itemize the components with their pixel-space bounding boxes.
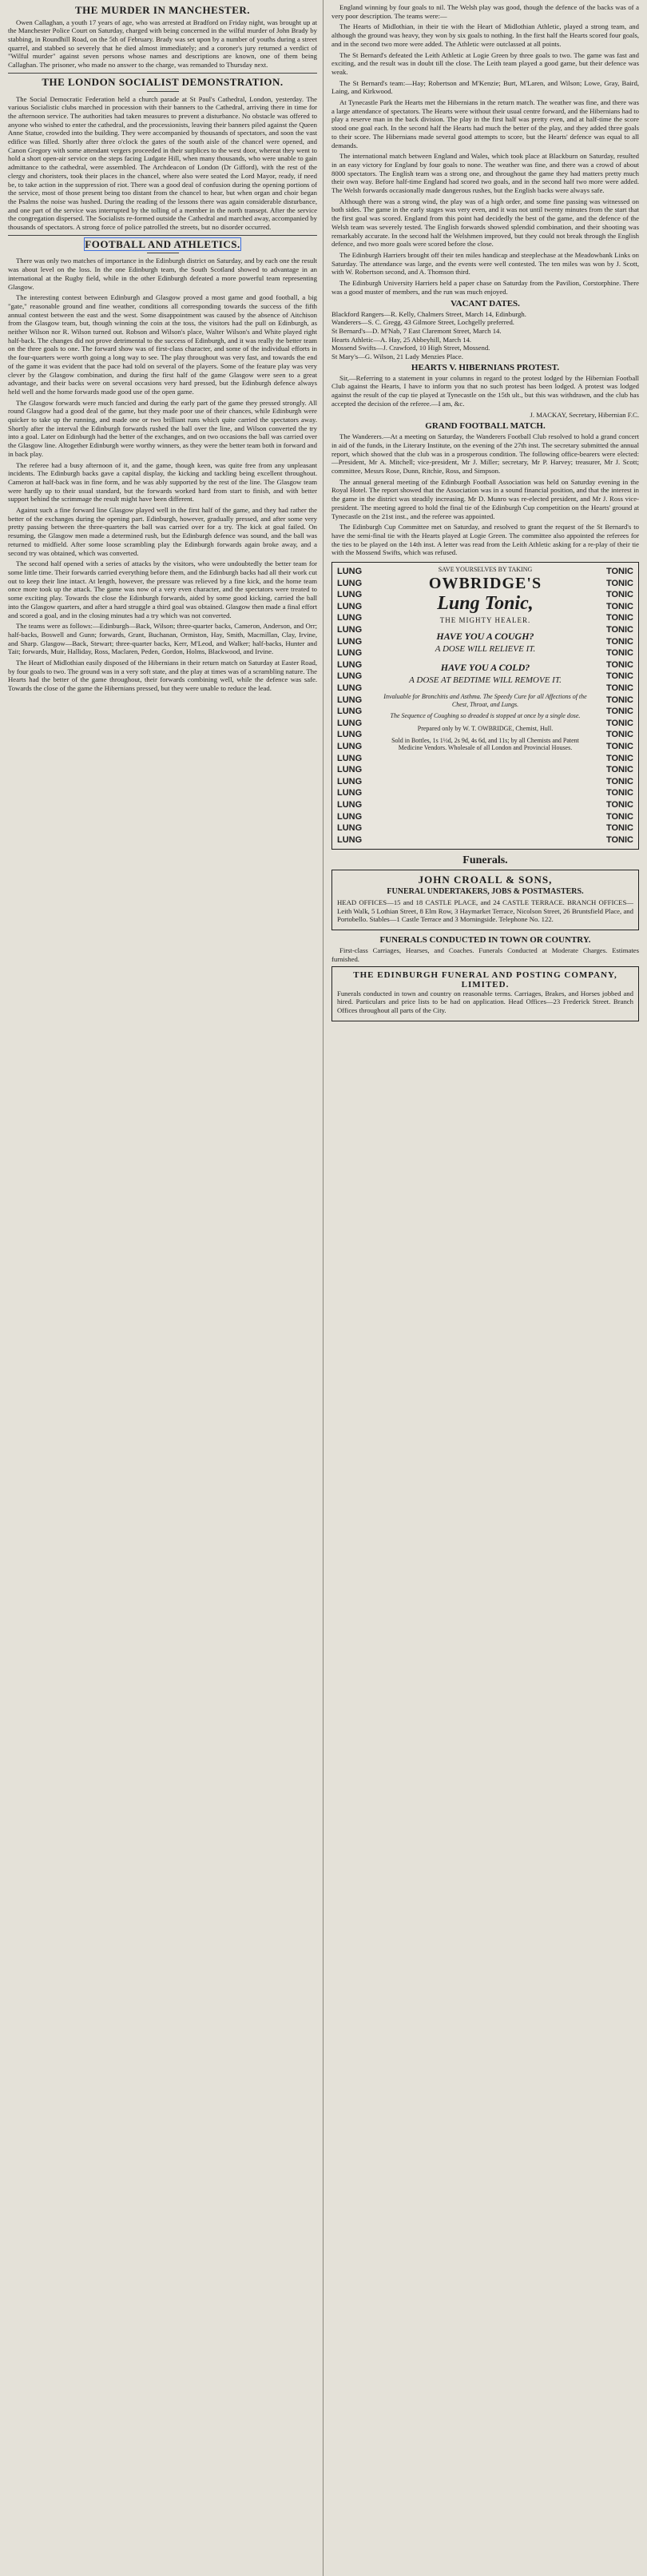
firm-details: HEAD OFFICES—15 and 18 CASTLE PLACE, and 24 CASTLE TERRACE. BRANCH OFFICES—Leith Walk, 5 Lothian Street, 8 Elm Row, 3 Haymarket Terrace, Nicolson Street, 26 Bruntsfield Place, and Portobello. Stables—1 Castle Terrace and 3 Morningside. Telephone No. 122. — [337, 898, 633, 924]
ad-side-word: LUNG — [337, 834, 363, 845]
list-item: Wanderers—S. C. Gregg, 43 Gilmore Street, Lochgelly preferred. — [331, 318, 514, 327]
article-headline: THE LONDON SOCIALIST DEMONSTRATION. — [42, 75, 284, 88]
firm-name: JOHN CROALL & SONS, — [418, 874, 553, 886]
ad-side-word: LUNG — [337, 601, 363, 611]
ad-side-word: TONIC — [605, 799, 633, 810]
ad-side-word: TONIC — [605, 765, 633, 775]
article-paragraph: The Heart of Midlothian easily disposed of the Hibernians in their return match on Saturday at Easter Road, by four goals to two. The ground was in a very soft state, and the play at times was of a scrambling nature. The Hearts had the better of the game throughout, their forwards combining well, while the defence was safe. Towards the close of the game the Hibernians pressed, but they were unable to reduce the lead. — [8, 659, 317, 693]
advertisement-lung-tonic — [331, 562, 639, 850]
article-paragraph: The annual general meeting of the Edinburgh Football Association was held on Saturday evening in the Royal Hotel. The report showed that the Association was in a sound financial position, and that the interest in the game in the district was steadily increasing. Mr D. Munro was re-elected president, and Mr J. Ross vice-president. The meeting agreed to hold the final tie of the Edinburgh Cup competition on the Hearts' ground at Tynecastle on the 21st inst., and the referee was appointed. — [331, 477, 639, 520]
article-protest — [331, 363, 639, 420]
article-signature: J. MACKAY, Secretary, Hibernian F.C. — [530, 410, 639, 419]
ad-side-word: LUNG — [337, 567, 363, 577]
article-paragraph: There was only two matches of importance in the Edinburgh district on Saturday, and by each one the result was about level on the loss. In the one Edinburgh team, the South Scotland showed to advantage in an international at the Rugby field, while in the other Edinburgh defeated a more powerful team representing Glasgow. — [8, 257, 317, 291]
funerals-section — [331, 854, 639, 1021]
ad-text: Invaluable for Bronchitis and Asthma. The Speedy Cure for all Affections of the Chest, Throat, and Lungs. — [383, 693, 587, 709]
article-paragraph: The Hearts of Midlothian, in their tie with the Heart of Midlothian Athletic, played a strong team, and although the ground was heavy, they won by six goals to nothing. In the first half the Hearts scored four goals, and in the second two more were added. The Athletic were outclassed at all points. — [331, 22, 639, 48]
ad-sold: Sold in Bottles, 1s 1½d, 2s 9d, 4s 6d, and 11s; by all Chemists and Patent Medicine Vendors. Wholesale of all London and Provincial Houses. — [391, 737, 579, 752]
ad-side-word: LUNG — [337, 683, 363, 694]
article-paragraph: The Edinburgh Cup Committee met on Saturday, and resolved to grant the request of the St Bernard's to have the semi-final tie with the Hearts played at Logie Green. The committee also appointed the referees for the ties to be played on the 14th inst. A letter was read from the Leith Athletic asking for a re-play of their tie with the Mossend Swifts, which was refused. — [331, 523, 639, 557]
ad-side-word: TONIC — [605, 788, 633, 798]
section-headline: HEARTS V. HIBERNIANS PROTEST. — [411, 362, 560, 372]
article-paragraph: The St Bernard's team:—Hay; Robertson and M'Kenzie; Burt, M'Laren, and Wilson; Lowe, Gray, Baird, Laing, and Kirkwood. — [331, 78, 639, 96]
article-paragraph: The Wanderers.—At a meeting on Saturday, the Wanderers Football Club resolved to hold a grand concert in aid of the funds, in the Literary Institute, on the evening of the 27th inst. The secretary submitted the annual report, which showed that the club was in a prosperous condition. The following office-bearers were elected:—President, Mr A. Mitchell; vice-president, Mr J. Miller; secretary, Mr P. Harvey; treasurer, Mr J. Scott; committee, Messrs Rose, Dunn, Ritchie, Ross, and Simpson. — [331, 432, 639, 476]
article-paragraph: The international match between England and Wales, which took place at Blackburn on Saturday, resulted in an easy victory for England by four goals to none. The weather was fine, and there was a crowd of about 8000 spectators. The English team was a strong one, and throughout the game they had matters pretty much their own way. Before half-time England had scored two goals, and in the second half two more were added. The Welsh forwards occasionally made dangerous rushes, but the English backs were always safe. — [331, 152, 639, 195]
article-paragraph: The Edinburgh University Harriers held a paper chase on Saturday from the Pavilion, Corstorphine. There was a good muster of members, and the run was much enjoyed. — [331, 279, 639, 296]
firm-details: Funerals conducted in town and country on reasonable terms. Carriages, Brakes, and Horses jobbed and hired. Particulars and price lists to be had on application. Head Offices—23 Frederick Street. Branch Offices throughout all parts of the City. — [337, 989, 633, 1014]
article-concert — [331, 421, 639, 557]
ad-side-word: LUNG — [337, 707, 363, 717]
article-paragraph: First-class Carriages, Hearses, and Coaches. Funerals Conducted at Moderate Charges. Estimates furnished. — [331, 946, 639, 963]
list-item: Hearts Athletic—A. Hay, 25 Abbeyhill, March 14. — [331, 335, 472, 344]
article-paragraph: The interesting contest between Edinburgh and Glasgow proved a most game and good football, a big "gate," reasonable ground and fine weather, conditions all corresponding towards the success of the fifth annual contest between the east and the west. Some disappointment was caused by the absence of Aitchison from the Glasgow team, but, though winning the coin at the toss, the visitors had the pull on Edinburgh, as neither Wilson nor R. Wilson turned out. Robson and Wilson's place, Walter Wilson's and White played right half-back. The changes did not prove detrimental to the success of Edinburgh, and it was really the better team on the three goals to one. The forward show was of first-class character, and some of the individual efforts in the four-quarters were worth going a long way to see. The play throughout was very fast, and towards the end of the game it was evident that the pace had told on several of the players. Some of the feature play was very clever by the Glasgow combination, and during the first half of the game Glasgow were seen to a great advantage, and their backs were on several occasions very hard pressed, but the Edinburgh defence always held well and the home forwards made good use of the open game. — [8, 293, 317, 396]
right-column — [325, 0, 647, 2576]
ad-side-word: TONIC — [605, 567, 633, 577]
ad-side-word: LUNG — [337, 671, 363, 682]
ad-side-word: TONIC — [605, 834, 633, 845]
section-headline: Funerals. — [462, 854, 508, 867]
ad-side-word: TONIC — [605, 659, 633, 670]
article-paragraph: The Edinburgh Harriers brought off their ten miles handicap and steeplechase at the Meadowbank Links on Saturday. The attendance was large, and the events were well contested. The ten miles was won by J. Scott, with W. Robertson second, and A. Thomson third. — [331, 250, 639, 277]
funeral-ad-croall — [331, 870, 639, 930]
article-paragraph: The second half opened with a series of attacks by the visitors, who were undoubtedly the better team for some little time. Their forwards carried everything before them, and the Edinburgh backs had all their work cut out to keep their line intact. At length, however, the pressure was relieved by a fine kick, and the home team once more took up the attack. The game was now of a very even character, and the spectators were treated to some exciting play. Towards the close the Edinburgh forwards, aided by some good kicking, carried the ball into the Glasgow quarters, and after a hard struggle a third goal was obtained. Glasgow then made a final effort and scored a goal, and in the closing minutes had a try which was not converted. — [8, 559, 317, 619]
ad-side-word: LUNG — [337, 799, 363, 810]
article-paragraph: England winning by four goals to nil. The Welsh play was good, though the defence of the backs was of a very poor description. The teams were:— — [331, 3, 639, 20]
ad-side-word: TONIC — [605, 741, 633, 751]
ad-side-word: LUNG — [337, 765, 363, 775]
ad-side-word: LUNG — [337, 659, 363, 670]
ad-side-word: LUNG — [337, 718, 363, 728]
ad-text: The Sequence of Coughing so dreaded is stopped at once by a single dose. — [390, 712, 581, 720]
ad-side-word: TONIC — [605, 590, 633, 600]
firm-role: FUNERAL UNDERTAKERS, JOBS & POSTMASTERS. — [387, 887, 584, 897]
ad-side-word: LUNG — [337, 741, 363, 751]
ad-side-column-left — [337, 566, 362, 846]
ad-side-word: TONIC — [605, 683, 633, 694]
ad-top-text: SAVE YOURSELVES BY TAKING — [438, 566, 533, 574]
ad-side-word: TONIC — [605, 730, 633, 740]
firm-name: THE EDINBURGH FUNERAL AND POSTING COMPANY, LIMITED. — [353, 969, 617, 989]
ad-line: A DOSE AT BEDTIME WILL REMOVE IT. — [409, 675, 562, 686]
article-headline: THE MURDER IN MANCHESTER. — [74, 4, 251, 16]
article-paragraph: Owen Callaghan, a youth 17 years of age, who was arrested at Bradford on Friday night, was brought up at the Manchester Police Court on Saturday, charged with being concerned in the wilful murder of John Brady by stabbing, in Roundhill Road, on the 5th of February. Brady was set upon by a number of youths during a street quarrel, and stabbed so severely that he died almost immediately; and a coroner's jury returned a verdict of "Wilful murder" against seven persons whose names and descriptions are known, one of them being Callaghan. The prisoner, who made no answer to the charge, was remanded to Thursday next. — [8, 18, 317, 70]
article-murder — [8, 5, 317, 70]
ad-line: HAVE YOU A COLD? — [440, 662, 530, 674]
ad-side-word: TONIC — [605, 648, 633, 659]
article-paragraph: The Glasgow forwards were much fancied and during the early part of the game they pressed strongly. All round Glasgow had a good deal of the game, but they made poor use of their chances, while Edinburgh were quicker to take up the running, and made one or two brilliant runs which quite carried the spectators away. Shortly after the interval the Edinburgh forwards rushed the ball over the line, and Wilson converted the try into a goal. Later on Edinburgh had the better of the exchanges, and on two occasions the ball was carried over the Glasgow line. Altogether Edinburgh were worthy winners, as they were the better team both in forward and in back play. — [8, 398, 317, 458]
ad-side-word: LUNG — [337, 590, 363, 600]
article-football-continued — [331, 3, 639, 297]
article-paragraph: At Tynecastle Park the Hearts met the Hibernians in the return match. The weather was fine, and there was a large attendance of spectators. The Hearts were without their usual centre forward, and the Hibernians had to play a reserve man in the back division. The play in the first half was pretty even, and at half-time the score stood one goal each. In the second half the Hearts had much the better of the play, and they added three goals to their score. The Hibernians made several good attempts to score, but the Hearts' defence was equal to all demands. — [331, 98, 639, 149]
column-rule — [323, 0, 324, 2576]
list-item: St Mary's—G. Wilson, 21 Lady Menzies Place. — [331, 352, 463, 361]
ad-side-word: LUNG — [337, 648, 363, 659]
ad-center-panel — [379, 566, 592, 751]
ad-side-word: LUNG — [337, 578, 363, 588]
ad-side-word: LUNG — [337, 613, 363, 623]
ad-side-word: LUNG — [337, 823, 363, 834]
vacant-dates — [331, 299, 639, 361]
ad-side-word: TONIC — [605, 625, 633, 635]
ad-side-word: LUNG — [337, 636, 363, 647]
ad-side-word: TONIC — [605, 811, 633, 822]
ad-tagline: THE MIGHTY HEALER. — [439, 616, 531, 625]
ad-side-word: TONIC — [605, 636, 633, 647]
article-paragraph: The teams were as follows:—Edinburgh—Back, Wilson; three-quarter backs, Cameron, Anderson, and Orr; half-backs, Boswell and Gunn; forwards, Grant, Buchanan, Ormiston, Hay, Smith, Macmillan, Clay, Irvine, and Sharp. Glasgow—Back, Stewart; three-quarter backs, Kerr, M'Leod, and Walker; half-backs, Hunter and Tait; forwards, Muir, Halliday, Ross, Maclaren, Peden, Gordon, Holms, Blackwood, and Irvine. — [8, 622, 317, 656]
ad-side-word: TONIC — [605, 753, 633, 763]
ad-side-word: LUNG — [337, 788, 363, 798]
list-item: Mossend Swifts—J. Crawford, 10 High Street, Mossend. — [331, 344, 490, 352]
article-paragraph: The St Bernard's defeated the Leith Athletic at Logie Green by three goals to two. The game was fast and exciting, and the result was in doubt till the close. The Leith team played a good game, but their defence was weak. — [331, 50, 639, 76]
article-socialist — [8, 77, 317, 232]
article-paragraph: The Social Democratic Federation held a church parade at St Paul's Cathedral, London, yesterday. The various Socialistic clubs marched in procession with their banners to the Cathedral, arriving there in time for the afternoon service. The authorities had taken measures to prevent a disturbance. No obstacle was offered to anyone who wished to enter the cathedral, and the processionists, leaving their banners piled against the Queen Anne Statue, crowded into the building. They were accompanied by thousands of spectators, and soon the vast edifice was filled. Shortly after three o'clock the gates of the south aisle of the chancel were opened, and Canon Gregory with some attendant vergers proceeded in their surplices to the west door, whereat they went to hold a short open-air service on the steps facing Ludgate Hill, when many thousands, who were unable to gain admittance to the cathedral, were assembled. The Archdeacon of London (Dr Gifford), with the rest of the clergy and choristers, took their places in the chancel, where also were seated the Lord Mayor, ready, if need be, to take action in the suppression of riot. There was a good deal of confusion during the opening portions of the service, most of those present being too distant from the chancel to hear, but when organ and choir began the Psalms the noise was hushed. During the reading of the lessons there was again considerable disturbance, and one part of the service was interrupted by the tolling of a member in the north transept. After the service the congregation dispersed. The Socialists re-formed outside the Cathedral and marched away, accompanied by thousands of spectators. A strong force of police patrolled the streets, but no disorder occurred. — [8, 94, 317, 232]
ad-side-word: LUNG — [337, 753, 363, 763]
ad-prepared: Prepared only by W. T. OWBRIDGE, Chemist, Hull. — [417, 725, 554, 733]
list-item: Blackford Rangers—R. Kelly, Chalmers Street, March 14, Edinburgh. — [331, 309, 526, 318]
ad-line: A DOSE WILL RELIEVE IT. — [435, 644, 536, 655]
section-divider — [8, 235, 317, 236]
ad-side-word: TONIC — [605, 601, 633, 611]
ad-product: Lung Tonic, — [437, 593, 534, 615]
ad-side-word: TONIC — [605, 776, 633, 786]
headline-rule — [147, 91, 179, 92]
ad-side-word: LUNG — [337, 730, 363, 740]
funeral-ad-edinburgh-funeral — [331, 966, 639, 1021]
ad-side-word: TONIC — [605, 695, 633, 705]
search-highlight: FOOTBALL AND ATHLETICS. — [85, 237, 240, 250]
ad-side-word: TONIC — [605, 707, 633, 717]
ad-side-word: TONIC — [605, 613, 633, 623]
section-headline: GRAND FOOTBALL MATCH. — [425, 421, 546, 432]
article-football — [8, 239, 317, 693]
ad-side-column-right — [606, 566, 633, 846]
section-headline: FUNERALS CONDUCTED IN TOWN OR COUNTRY. — [379, 935, 591, 946]
ad-side-word: TONIC — [605, 823, 633, 834]
ad-line: HAVE YOU A COUGH? — [436, 631, 534, 643]
ad-brand: OWBRIDGE'S — [428, 575, 542, 593]
article-paragraph: The referee had a busy afternoon of it, and the game, though keen, was quite free from any unpleasant incidents. The Edinburgh backs gave a capital display, the kicking and tackling being excellent throughout. Cameron at half-back was in fine form, and he was ably supported by the rest of the line. The Glasgow team were hardly up to their usual standard, but the forwards worked hard from start to finish, and with better support behind the scrimmage the result might have been different. — [8, 460, 317, 504]
ad-side-word: LUNG — [337, 776, 363, 786]
ad-side-word: TONIC — [605, 671, 633, 682]
section-headline: VACANT DATES. — [451, 298, 520, 309]
ad-side-word: TONIC — [605, 578, 633, 588]
article-headline — [8, 239, 317, 250]
ad-side-word: LUNG — [337, 811, 363, 822]
article-paragraph: Although there was a strong wind, the play was of a high order, and some fine passing was witnessed on both sides. The game in the early stages was very even, and it was not until twenty minutes from the start that the first goal was scored. England from this point had decidedly the best of the game, and the defence of the Welsh team was severely tested. The English forwards showed splendid combination, and their shooting was remarkably accurate. In the second half the Welshmen improved, but they could not break through the English defence, and two more goals were scored before the close. — [331, 197, 639, 249]
ad-side-word: LUNG — [337, 695, 363, 705]
ad-side-word: LUNG — [337, 625, 363, 635]
article-paragraph: Against such a fine forward line Glasgow played well in the first half of the game, and they had rather the better of the exchanges during the opening part. Edinburgh, however, gradually pressed, and after some very pretty passing between the three-quarters the ball was carried over for a try. The kick at goal failed. On resuming, the Glasgow men made a determined rush, but the Edinburgh defence was sound, and the ball was returned to midfield. After some loose scrambling play the Edinburgh forwards again broke away, and a second try was obtained, which was converted. — [8, 506, 317, 557]
section-divider — [8, 73, 317, 74]
list-item: St Bernard's—D. M'Nab, 7 East Claremont Street, March 14. — [331, 326, 502, 335]
ad-side-word: TONIC — [605, 718, 633, 728]
article-paragraph: Sir,—Referring to a statement in your columns in regard to the protest lodged by the Hibernian Football Club against the Hearts, I have to inform you that no such protest has been lodged. A protest was lodged against the result of the cup tie played at Tynecastle on the 15th ult., but this was withdrawn, and the club has accepted the decision of the referee.—I am, &c. — [331, 373, 639, 408]
